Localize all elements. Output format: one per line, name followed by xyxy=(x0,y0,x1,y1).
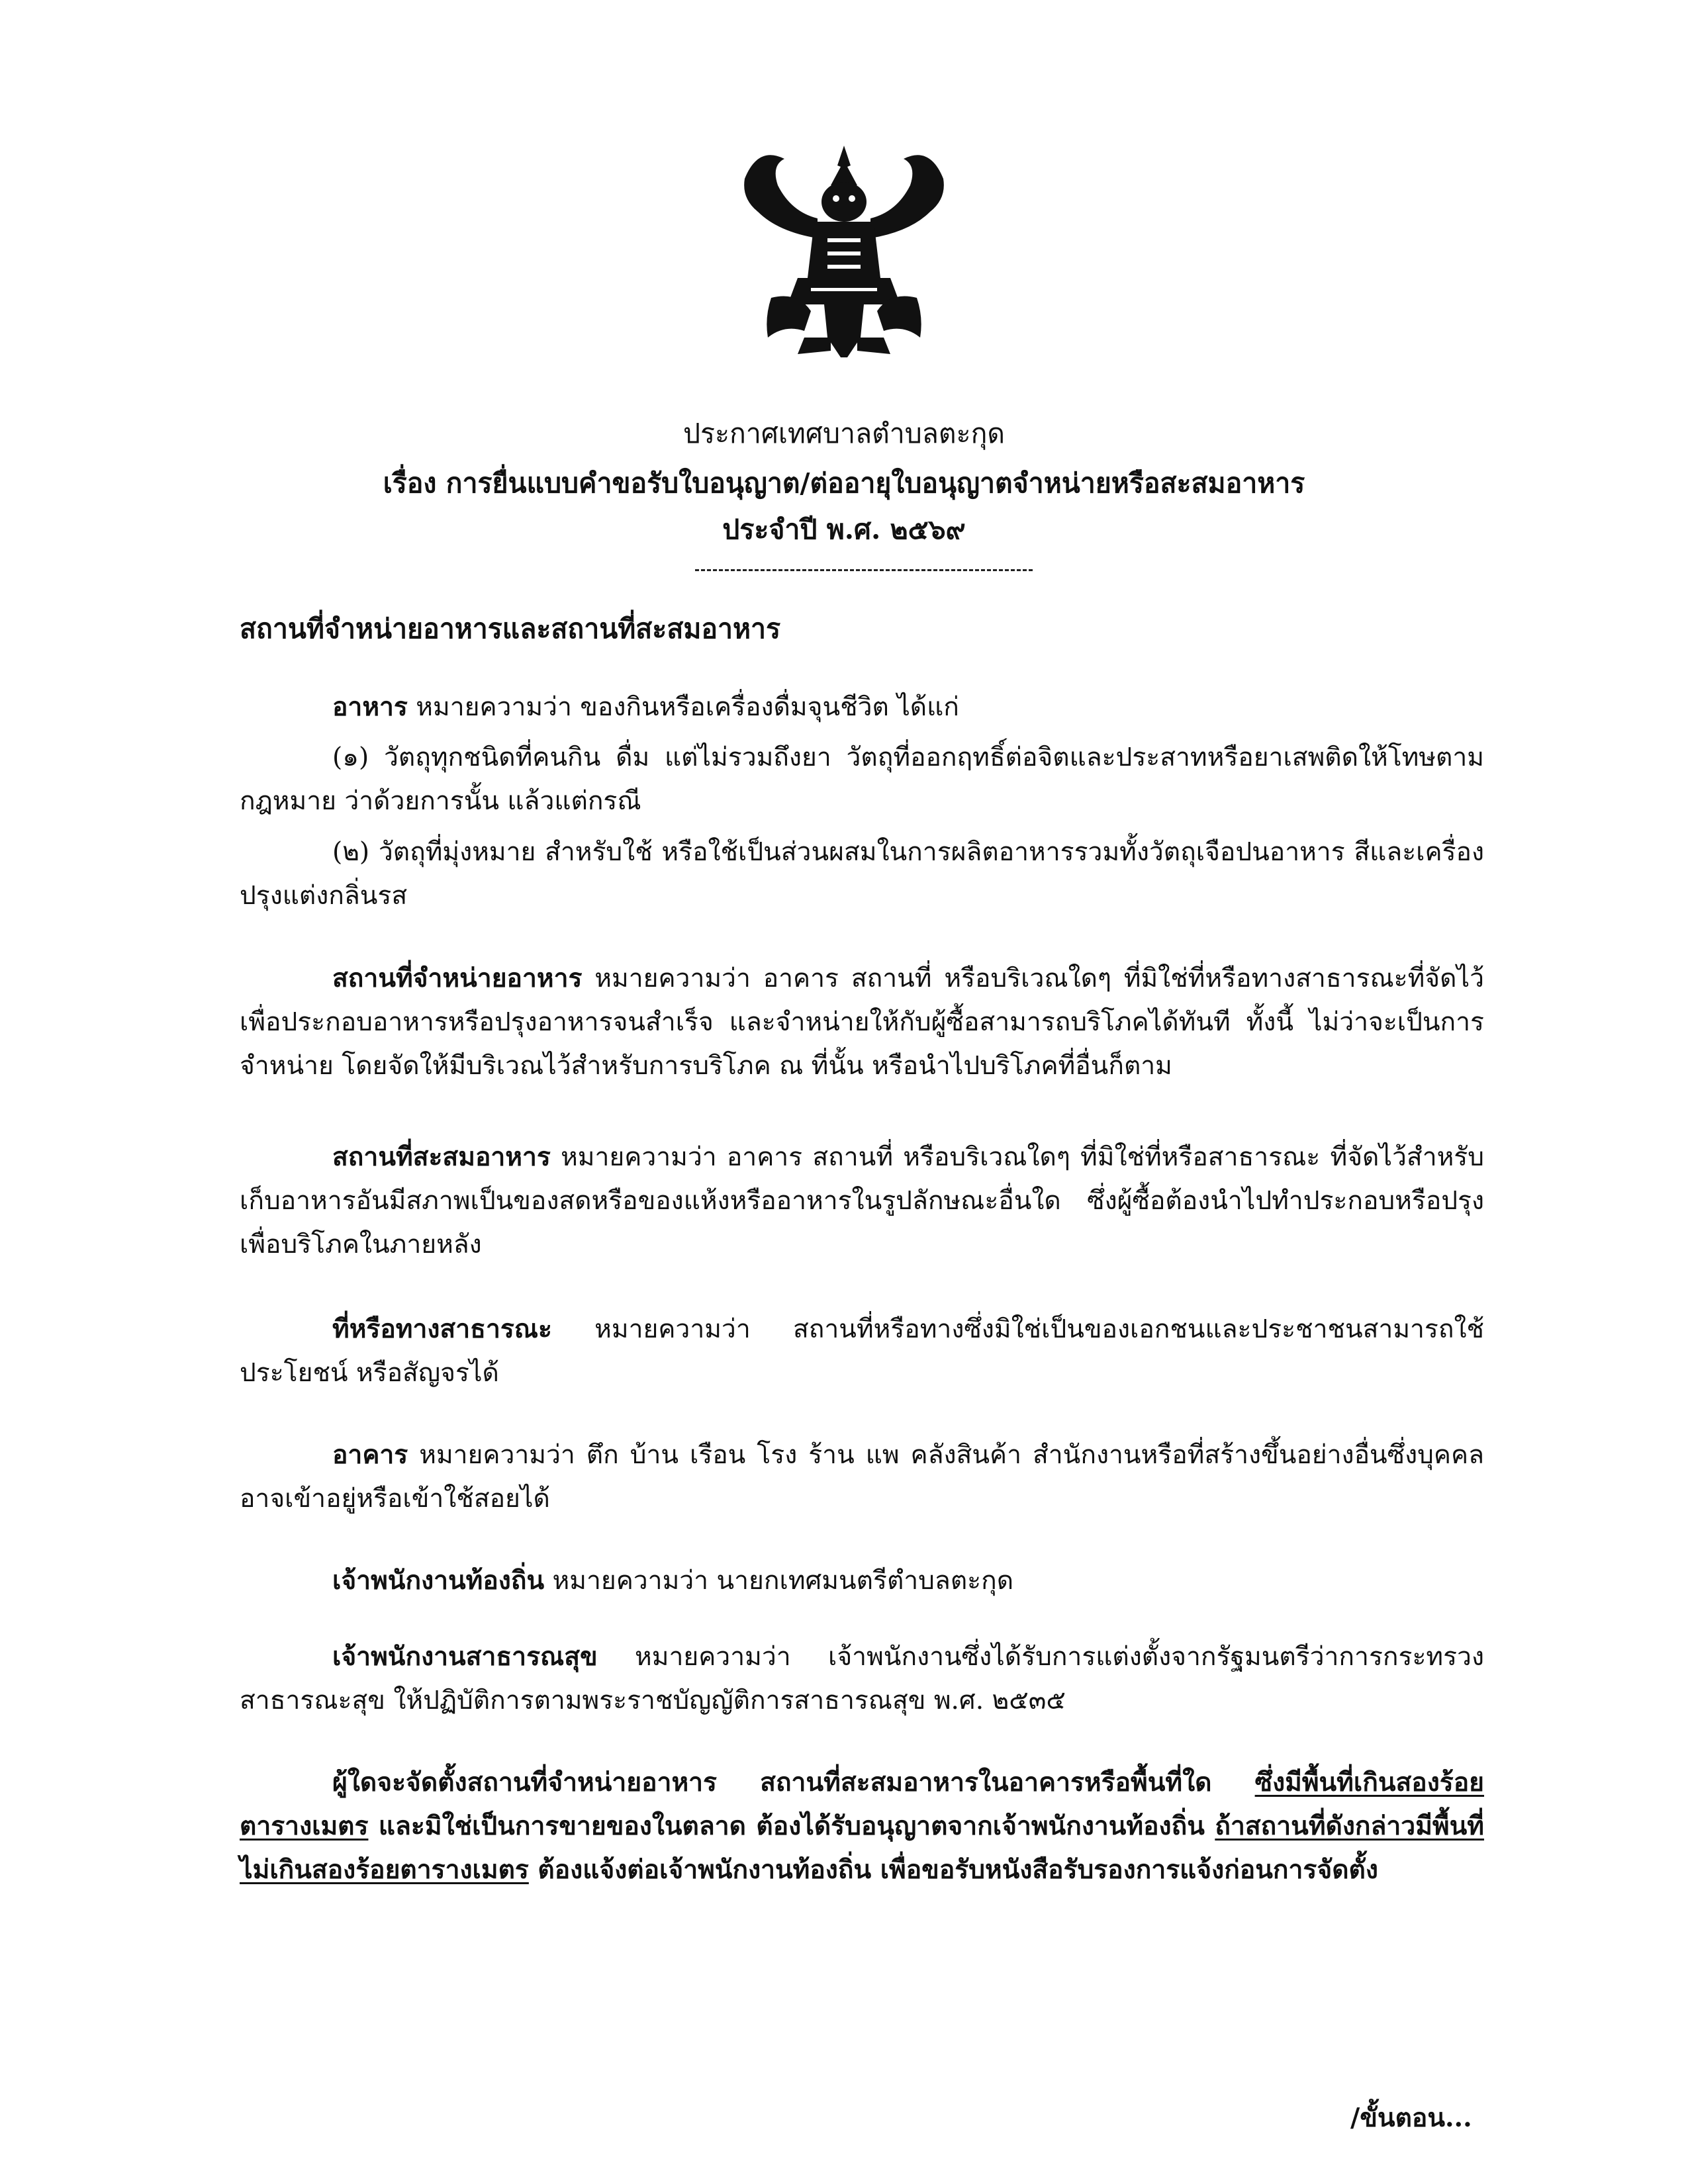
announcement-subject: เรื่อง การยื่นแบบคำขอรับใบอนุญาต/ต่ออายุใบอนุญาตจำหน่ายหรือสะสมอาหาร xyxy=(383,467,1305,499)
title-separator xyxy=(695,569,1033,571)
definition-text: หมายความว่า สถานที่หรือทางซึ่งมิใช่เป็นของเอกชนและประชาชนสามารถใช้ประโยชน์ หรือสัญจรได้ xyxy=(240,1314,1484,1388)
definition-text: หมายความว่า ของกินหรือเครื่องดื่มจุนชีวิต ได้แก่ xyxy=(407,692,959,722)
continuation-marker: /ขั้นตอน... xyxy=(1350,2103,1472,2133)
garuda-emblem-icon xyxy=(731,139,957,367)
definition-public-place xyxy=(240,1307,1484,1395)
definition-term: เจ้าพนักงานสาธารณสุข xyxy=(332,1641,598,1672)
definition-text: หมายความว่า อาคาร สถานที่ หรือบริเวณใดๆ ที่มิใช่ที่หรือทางสาธารณะที่จัดไว้เพื่อประกอบอาหารหรือปรุงอาหารจนสำเร็จ และจำหน่ายให้กับผู้ซื้อสามารถบริโภคได้ทันที ทั้งนี้ ไม่ว่าจะเป็นการจำหน่าย โดยจัดให้มีบริเวณไว้สำหรับการบริโภค ณ ที่นั้น หรือนำไปบริโภคที่อื่นก็ตาม xyxy=(240,964,1484,1081)
definition-term: อาคาร xyxy=(332,1439,408,1470)
requirement-paragraph xyxy=(240,1760,1484,1891)
definition-term: อาหาร xyxy=(332,692,408,722)
definition-term: สถานที่จำหน่ายอาหาร xyxy=(332,963,583,993)
definition-local-official xyxy=(240,1559,1484,1603)
food-item-2: (๒) วัตถุที่มุ่งหมาย สำหรับใช้ หรือใช้เป็นส่วนผสมในการผลิตอาหารรวมทั้งวัตถุเจือปนอาหาร สีและเครื่องปรุงแต่งกลิ่นรส xyxy=(240,837,1484,911)
requirement-underlined-text: ซึ่งมีพื้นที่เกินสองร้อยตารางเมตร xyxy=(240,1767,1484,1841)
requirement-underlined-text: ถ้าสถานที่ดังกล่าวมีพื้นที่ไม่เกินสองร้อยตารางเมตร xyxy=(240,1811,1484,1885)
definition-building xyxy=(240,1433,1484,1521)
announcement-year: ประจำปี พ.ศ. ๒๕๖๙ xyxy=(722,514,966,545)
section-heading: สถานที่จำหน่ายอาหารและสถานที่สะสมอาหาร xyxy=(240,613,781,645)
announcement-issuer: ประกาศเทศบาลตำบลตะกุด xyxy=(682,418,1006,449)
definition-selling-place xyxy=(240,956,1484,1088)
definition-term: ที่หรือทางสาธารณะ xyxy=(332,1314,552,1344)
definition-text: หมายความว่า เจ้าพนักงานซึ่งได้รับการแต่งตั้งจากรัฐมนตรีว่าการกระทรวงสาธารณะสุข ให้ปฏิบัติการตามพระราชบัญญัติการสาธารณสุข พ.ศ. ๒๕๓๕ xyxy=(240,1642,1484,1715)
definition-term: สถานที่สะสมอาหาร xyxy=(332,1142,551,1172)
definition-health-official xyxy=(240,1635,1484,1723)
definition-text: หมายความว่า ตึก บ้าน เรือน โรง ร้าน แพ คลังสินค้า สำนักงานหรือที่สร้างขึ้นอย่างอื่นซึ่งบุคคลอาจเข้าอยู่หรือเข้าใช้สอยได้ xyxy=(240,1440,1484,1514)
requirement-text: ผู้ใดจะจัดตั้งสถานที่จำหน่ายอาหาร สถานที่สะสมอาหารในอาคารหรือพื้นที่ใด xyxy=(332,1767,1255,1797)
definition-text: หมายความว่า นายกเทศมนตรีตำบลตะกุด xyxy=(544,1566,1014,1596)
definition-storage-place xyxy=(240,1135,1484,1267)
definition-text: หมายความว่า อาคาร สถานที่ หรือบริเวณใดๆ ที่มิใช่ที่หรือสาธารณะ ที่จัดไว้สำหรับเก็บอาหารอันมีสภาพเป็นของสดหรือของแห้งหรืออาหารในรูปลักษณะอื่นใด ซึ่งผู้ซื้อต้องนำไปทำประกอบหรือปรุงเพื่อบริโภคในภายหลัง xyxy=(240,1142,1484,1259)
food-item-1: (๑) วัตถุทุกชนิดที่คนกิน ดื่ม แต่ไม่รวมถึงยา วัตถุที่ออกฤทธิ์ต่อจิตและประสาทหรือยาเสพติดให้โทษตามกฎหมาย ว่าด้วยการนั้น แล้วแต่กรณี xyxy=(240,743,1484,816)
definition-food xyxy=(240,685,1484,729)
requirement-text: และมิใช่เป็นการขายของในตลาด ต้องได้รับอนุญาตจากเจ้าพนักงานท้องถิ่น xyxy=(368,1811,1215,1841)
definition-term: เจ้าพนักงานท้องถิ่น xyxy=(332,1565,545,1596)
requirement-text: ต้องแจ้งต่อเจ้าพนักงานท้องถิ่น เพื่อขอรับหนังสือรับรองการแจ้งก่อนการจัดตั้ง xyxy=(528,1854,1378,1885)
